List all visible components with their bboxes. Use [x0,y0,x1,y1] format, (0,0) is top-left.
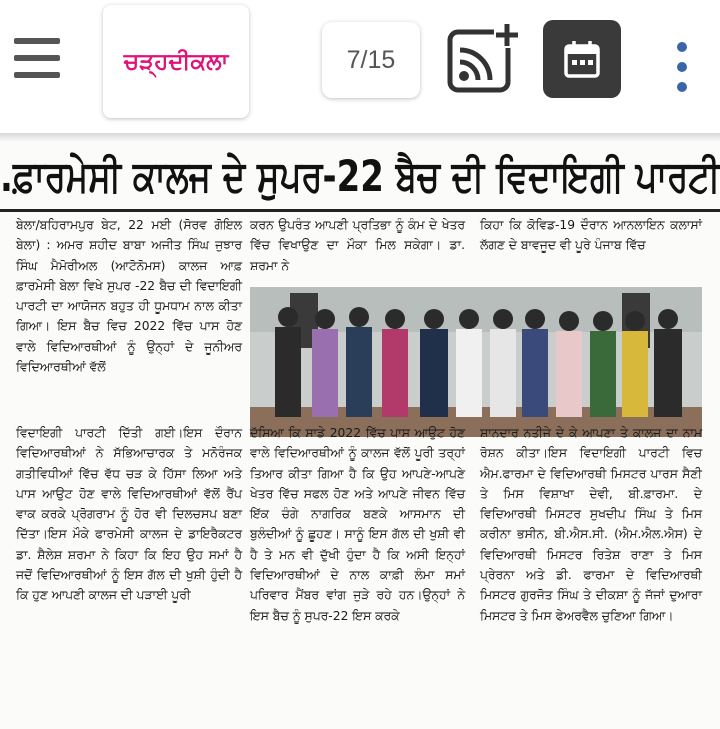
newspaper-page[interactable] [0,143,720,729]
hamburger-menu-icon[interactable] [8,30,66,88]
article-column-3 [480,215,702,256]
rss-add-icon[interactable] [444,22,520,98]
article-column-1 [16,215,242,377]
headline-rule [0,209,720,212]
calendar-icon[interactable] [543,20,621,98]
article-column-1-lower: ਵਿਦਾਇਗੀ ਪਾਰਟੀ ਦਿੱਤੀ ਗਈ।ਇਸ ਦੌਰਾਨ ਵਿਦਿਆਰਥੀਆਂ ਨੇ ਸੱਭਿਆਚਾਰਕ ਤੇ ਮਨੋਰੰਜਕ ਗਤੀਵਿਧੀਆਂ ਵਿੱਚ ਵੱਧ ਚੜ ਕੇ ਹਿੱਸਾ ਲਿਆ ਅਤੇ ਪਾਸ ਆਉਟ ਹੋਣ ਵਾਲੇ ਵਿਦਿਆਰਥੀਆਂ ਵੱਲੋਂ ਰੈਂਪ ਵਾਕ ਕਰਕੇ ਪ੍ਰੋਗਰਾਮ ਨੂੰ ਹੋਰ ਵੀ ਦਿਲਚਸਪ ਬਣਾ ਦਿੱਤਾ।ਇਸ ਮੌਕੇ ਫਾਰਮੇਸੀ ਕਾਲਜ ਦੇ ਡਾਇਰੈਕਟਰ ਡਾ. ਸ਼ੈਲੇਸ਼ ਸ਼ਰਮਾ ਨੇ ਕਿਹਾ ਕਿ ਇਹ ਉਹ ਸਮਾਂ ਹੈ ਜਦੋਂ ਵਿਦਿਆਰਥੀਆਂ ਨੂੰ ਇਸ ਗੱਲ ਦੀ ਖੁਸ਼ੀ ਹੁੰਦੀ ਹੈ ਕਿ ਹੁਣ ਆਪਣੀ ਕਾਲਜ ਦੀ ਪੜਾਈ ਪੂਰੀ [16,426,242,603]
article-text: ਕਰਨ ਉਪਰੰਤ ਆਪਣੀ ਪ੍ਰਤਿਭਾ ਨੂੰ ਕੰਮ ਦੇ ਖੇਤਰ ਵਿੱਚ ਵਿਖਾਉਣ ਦਾ ਮੌਕਾ ਮਿਲ ਸਕੇਗਾ। ਡਾ. ਸ਼ਰਮਾ ਨੇ [250,218,465,273]
logo-text: ਚੜ੍ਹਦੀਕਲਾ [123,48,229,75]
app-toolbar [0,0,720,133]
page-indicator: 7/15 [346,45,396,74]
toolbar-shadow [0,133,720,143]
event-photo[interactable] [250,287,702,437]
article-text: ਬੇਲਾ/ਬਹਿਰਾਮਪੁਰ ਬੇਟ, 22 ਮਈ (ਸੋਰਵ ਗੋਇਲ ਬੇਲਾ) : ਅਮਰ ਸ਼ਹੀਦ ਬਾਬਾ ਅਜੀਤ ਸਿੰਘ ਜੁਝਾਰ ਸਿੰਘ ਮੈਮੋਰੀਅਲ (ਆਟੋਨੋਮਸ) ਕਾਲਜ ਆਫ਼ ਫ਼ਾਰਮੇਸੀ ਬੇਲਾ ਵਿਖੇ ਸੁਪਰ -22 ਬੈਚ ਦੀ ਵਿਦਾਇਗੀ ਪਾਰਟੀ ਦਾ ਆਯੋਜਨ ਬਹੁਤ ਹੀ ਧੂਮਧਾਮ ਨਾਲ ਕੀਤਾ ਗਿਆ। ਇਸ ਬੈਚ ਵਿਚ 2022 ਵਿੱਚ ਪਾਸ ਹੋਣ ਵਾਲੇ ਵਿਦਿਆਰਥੀਆਂ ਨੂੰ ਉਨ੍ਹਾਂ ਦੇ ਜੂਨੀਅਰ ਵਿਦਿਆਰਥੀਆਂ ਵੱਲੋਂ [16,218,242,375]
article-headline: .ਫ਼ਾਰਮੇਸੀ ਕਾਲਜ ਦੇ ਸੁਪਰ-22 ਬੈਚ ਦੀ ਵਿਦਾਇਗੀ ਪਾਰਟੀ [0,152,720,202]
article-text: ਕਿਹਾ ਕਿ ਕੋਵਿਡ-19 ਦੌਰਾਨ ਆਨਲਾਇਨ ਕਲਾਸਾਂ ਲੱਗਣ ਦੇ ਬਾਵਜੂਦ ਵੀ ਪੂਰੇ ਪੰਜਾਬ ਵਿੱਚ [480,218,702,253]
page-indicator-button[interactable] [322,22,420,98]
publication-logo[interactable] [103,5,249,118]
article-column-2-lower: ਦੱਸਿਆ ਕਿ ਸਾਡੇ 2022 ਵਿੱਚ ਪਾਸ ਆਉਟ ਹੋਣ ਵਾਲੇ ਵਿਦਿਆਰਥੀਆਂ ਨੂੰ ਕਾਲਜ ਵੱਲੋਂ ਪੂਰੀ ਤਰ੍ਹਾਂ ਤਿਆਰ ਕੀਤਾ ਗਿਆ ਹੈ ਕਿ ਉਹ ਆਪਣੇ-ਆਪਣੇ ਖੇਤਰ ਵਿੱਚ ਸਫਲ ਹੋਣ ਅਤੇ ਆਪਣੇ ਜੀਵਨ ਵਿੱਚ ਇੱਕ ਚੰਗੇ ਨਾਗਰਿਕ ਬਣਕੇ ਆਸਮਾਨ ਦੀ ਬੁਲੰਦੀਆਂ ਨੂੰ ਛੂਹਣ। ਸਾਨੂੰ ਇਸ ਗੱਲ ਦੀ ਖੁਸ਼ੀ ਵੀ ਹੈ ਤੇ ਮਨ ਵੀ ਦੁੱਖੀ ਹੁੰਦਾ ਹੈ ਕਿ ਅਸੀ ਇਨ੍ਹਾਂ ਵਿਦਿਆਰਥੀਆਂ ਦੇ ਨਾਲ ਕਾਫ਼ੀ ਲੰਮਾ ਸਮਾਂ ਪਰਿਵਾਰ ਮੈਂਬਰ ਵਾਂਗ ਜੁੜੇ ਰਹੇ ਹਨ।ਉਨ੍ਹਾਂ ਨੇ ਇਸ ਬੈਚ ਨੂੰ ਸੁਪਰ-22 ਇਸ ਕਰਕੇ [250,426,465,623]
article-column-3-lower: ਸ਼ਾਨਦਾਰ ਨਤੀਜੇ ਦੇ ਕੇ ਆਪਣਾ ਤੇ ਕਾਲਜ ਦਾ ਨਾਮ ਰੋਸ਼ਨ ਕੀਤਾ।ਇਸ ਵਿਦਾਇਗੀ ਪਾਰਟੀ ਵਿਚ ਐਮ.ਫਾਰਮਾ ਦੇ ਵਿਦਿਆਰਥੀ ਮਿਸਟਰ ਪਾਰਸ ਸੈਣੀ ਤੇ ਮਿਸ ਵਿਸ਼ਾਖਾ ਦੇਵੀ, ਬੀ.ਫ਼ਾਰਮਾ. ਦੇ ਵਿਦਿਆਰਥੀ ਮਿਸਟਰ ਸੁਖਦੀਪ ਸਿੰਘ ਤੇ ਮਿਸ ਕਰੀਨਾ ਭਸੀਨ, ਬੀ.ਐਸ.ਸੀ. (ਐਮ.ਐਲ.ਐਸ) ਦੇ ਵਿਦਿਆਰਥੀ ਮਿਸਟਰ ਰਿਤੇਸ਼ ਰਾਣਾ ਤੇ ਮਿਸ ਪ੍ਰੇਰਨਾ ਅਤੇ ਡੀ. ਫਾਰਮਾ ਦੇ ਵਿਦਿਆਰਥੀ ਮਿਸਟਰ ਗੁਰਜੋਤ ਸਿੰਘ ਤੇ ਦੀਕਸ਼ਾ ਨੂੰ ਜੱਜਾਂ ਦੁਆਰਾ ਮਿਸਟਰ ਤੇ ਮਿਸ ਫੇਅਰਵੈਲ ਚੁਣਿਆ ਗਿਆ। [480,426,702,623]
article-column-2 [250,215,465,276]
more-vertical-icon[interactable] [665,40,699,100]
